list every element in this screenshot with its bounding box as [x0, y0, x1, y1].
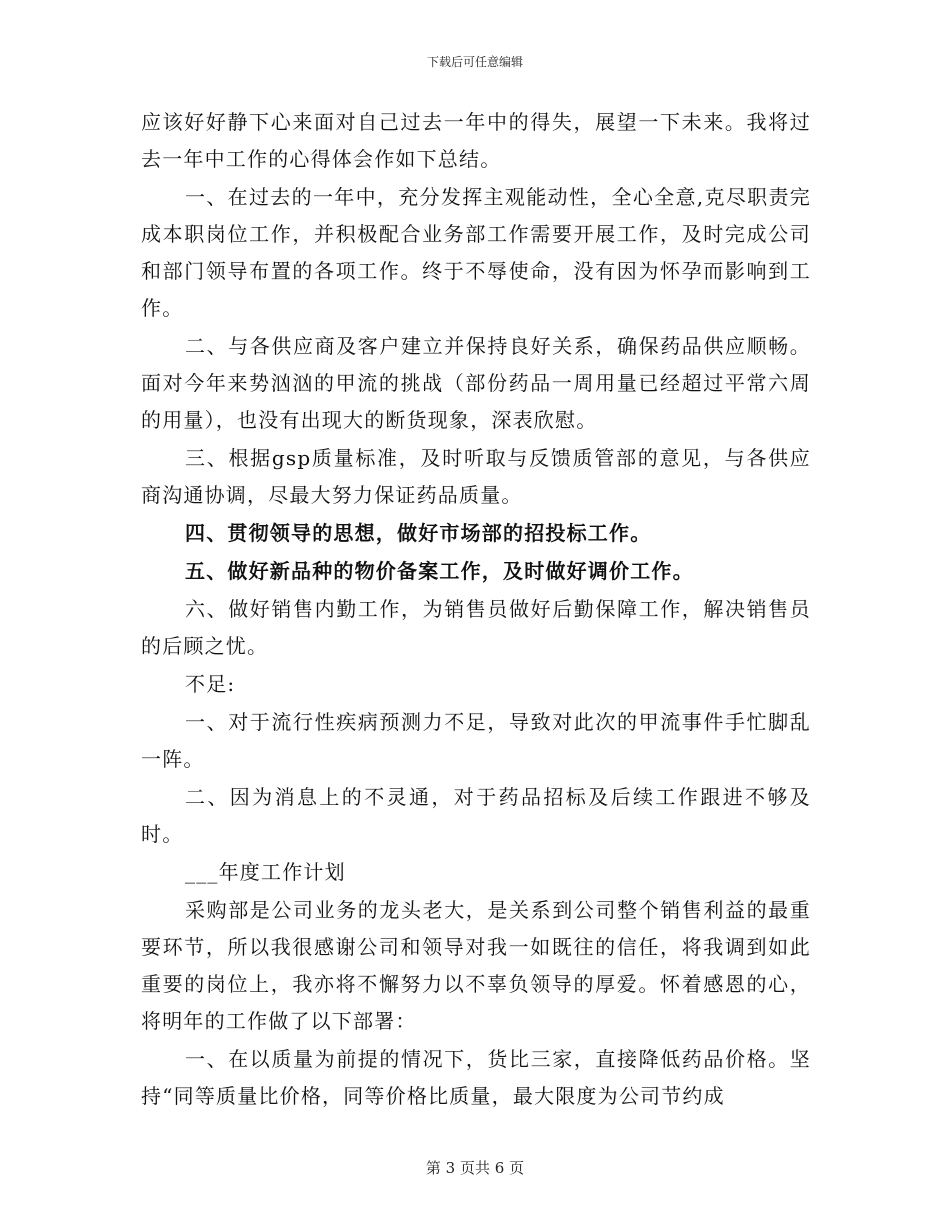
paragraph-bold: 五、做好新品种的物价备案工作，及时做好调价工作。	[185, 559, 694, 583]
section-label-shortcomings: 不足:	[185, 672, 236, 696]
paragraph: 一、对于流行性疾病预测力不足，导致对此次的甲流事件手忙脚乱一阵。	[141, 710, 811, 771]
paragraph: 三、根据gsp质量标准，及时听取与反馈质管部的意见，与各供应商沟通协调，尽最大努力保证药品质量。	[141, 446, 811, 507]
paragraph: 采购部是公司业务的龙头老大，是关系到公司整个销售利益的最重要环节，所以我很感谢公司和领导对我一如既往的信任，将我调到如此重要的岗位上，我亦将不懈努力以不辜负领导的厚爱。怀着感恩的心，将明年的工作做了以下部署：	[141, 898, 811, 1033]
page-footer: 第 3 页共 6 页	[425, 1159, 525, 1177]
section-title-annual-plan: ___年度工作计划	[185, 860, 346, 884]
paragraph: 二、因为消息上的不灵通，对于药品招标及后续工作跟进不够及时。	[141, 785, 811, 846]
paragraph: 一、在以质量为前提的情况下，货比三家，直接降低药品价格。坚持“同等质量比价格，同等价格比质量，最大限度为公司节约成	[141, 1047, 811, 1108]
document-body	[141, 104, 811, 1116]
page-header: 下载后可任意编辑	[426, 55, 523, 69]
paragraph: 应该好好静下心来面对自己过去一年中的得失，展望一下未来。我将过去一年中工作的心得体会作如下总结。	[141, 110, 811, 171]
paragraph: 二、与各供应商及客户建立并保持良好关系，确保药品供应顺畅。面对今年来势汹汹的甲流的挑战（部份药品一周用量已经超过平常六周的用量），也没有出现大的断货现象，深表欣慰。	[141, 334, 811, 432]
paragraph: 六、做好销售内勤工作，为销售员做好后勤保障工作，解决销售员的后顾之忧。	[141, 597, 811, 658]
paragraph: 一、在过去的一年中，充分发挥主观能动性，全心全意,克尽职责完成本职岗位工作，并积极配合业务部工作需要开展工作，及时完成公司和部门领导布置的各项工作。终于不辱使命，没有因为怀孕而影响到工作。	[141, 185, 811, 320]
paragraph-bold: 四、贯彻领导的思想，做好市场部的招投标工作。	[185, 521, 652, 545]
